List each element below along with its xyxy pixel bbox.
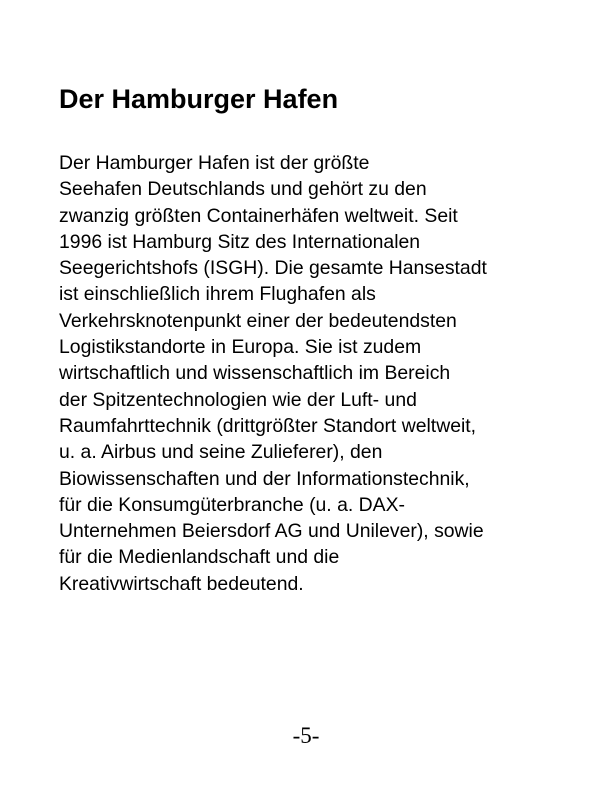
paragraph-line: für die Konsumgüterbranche (u. a. DAX- [59,493,405,516]
paragraph-line: Unternehmen Beiersdorf AG und Unilever), sowie [59,520,484,543]
paragraph-line: Raumfahrttechnik (drittgrößter Standort weltweit, [59,414,477,437]
paragraph-line: u. a. Airbus und seine Zulieferer), den [59,441,383,464]
paragraph-line: ist einschließlich ihrem Flughafen als [59,283,376,306]
paragraph-line: Seegerichtshofs (ISGH). Die gesamte Hansestadt [59,257,487,280]
paragraph-line: zwanzig größten Containerhäfen weltweit. Seit [59,204,458,227]
paragraph-line: Seehafen Deutschlands und gehört zu den [59,178,427,201]
paragraph-line: Logistikstandorte in Europa. Sie ist zudem [59,336,422,359]
paragraph-line: Verkehrsknotenpunkt einer der bedeutendsten [59,309,457,332]
page-number: -5- [292,723,320,748]
paragraph-line: für die Medienlandschaft und die [59,546,340,569]
paragraph-line: wirtschaftlich und wissenschaftlich im Bereich [59,362,451,385]
paragraph-line: 1996 ist Hamburg Sitz des Internationalen [59,230,421,253]
page-title: Der Hamburger Hafen [59,84,339,114]
paragraph-line: Biowissenschaften und der Informationstechnik, [59,467,470,490]
paragraph-line: Kreativwirtschaft bedeutend. [59,572,304,595]
paragraph-line: Der Hamburger Hafen ist der größte [59,152,370,174]
body-paragraph [59,150,579,597]
paragraph-line: der Spitzentechnologien wie der Luft- und [59,388,417,411]
